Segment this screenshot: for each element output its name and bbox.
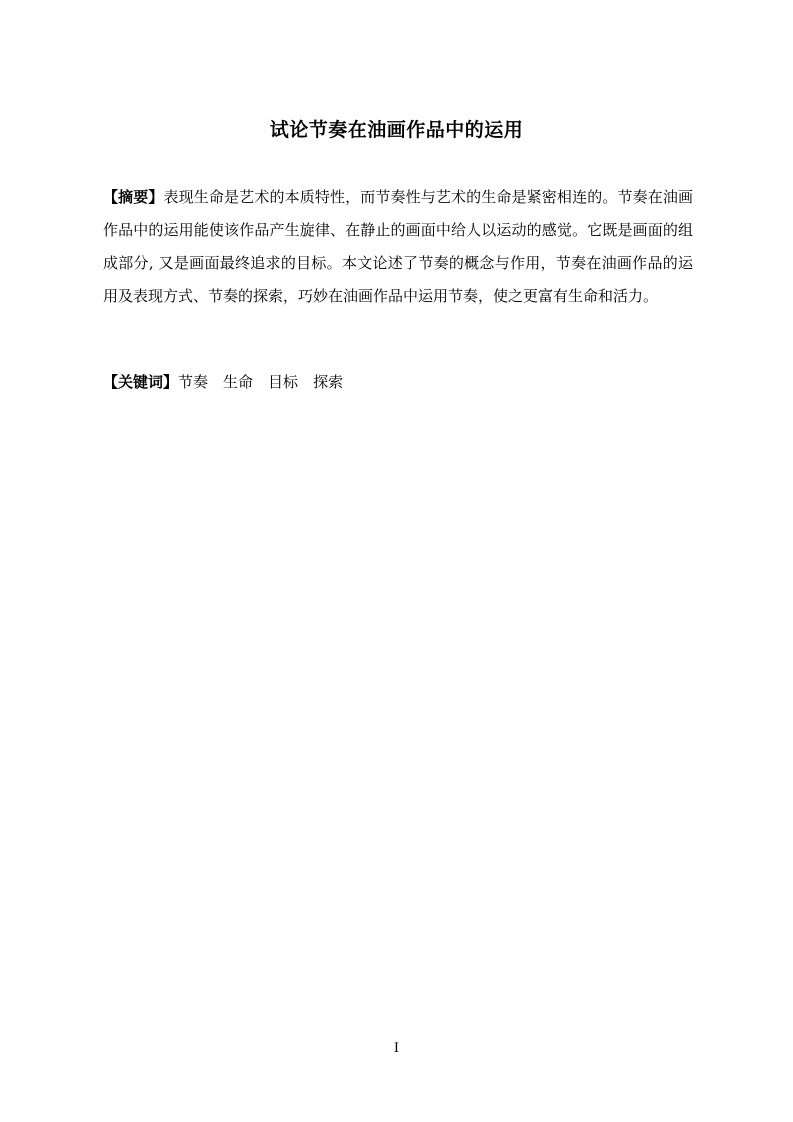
keyword-item: 节奏 [178, 373, 209, 391]
abstract-paragraph [103, 181, 693, 313]
abstract-label: 【摘要】 [103, 188, 164, 206]
keywords-label: 【关键词】 [103, 373, 179, 391]
keywords-line [103, 368, 693, 396]
page-number: I [393, 1041, 400, 1056]
keyword-item: 生命 [223, 373, 254, 391]
document-title: 试论节奏在油画作品中的运用 [269, 119, 524, 141]
abstract-text: 表现生命是艺术的本质特性，而节奏性与艺术的生命是紧密相连的。节奏在油画作品中的运用能使该作品产生旋律、在静止的画面中给人以运动的感觉。它既是画面的组成部分, 又是画面最终追求的目标。本文论述了节奏的概念与作用，节奏在油画作品的运用及表现方式、节奏的探索，巧妙在油画作品中运用节奏，使之更富有生命和活力。 [103, 188, 693, 305]
keyword-item: 探索 [313, 373, 344, 391]
keyword-item: 目标 [268, 373, 299, 391]
